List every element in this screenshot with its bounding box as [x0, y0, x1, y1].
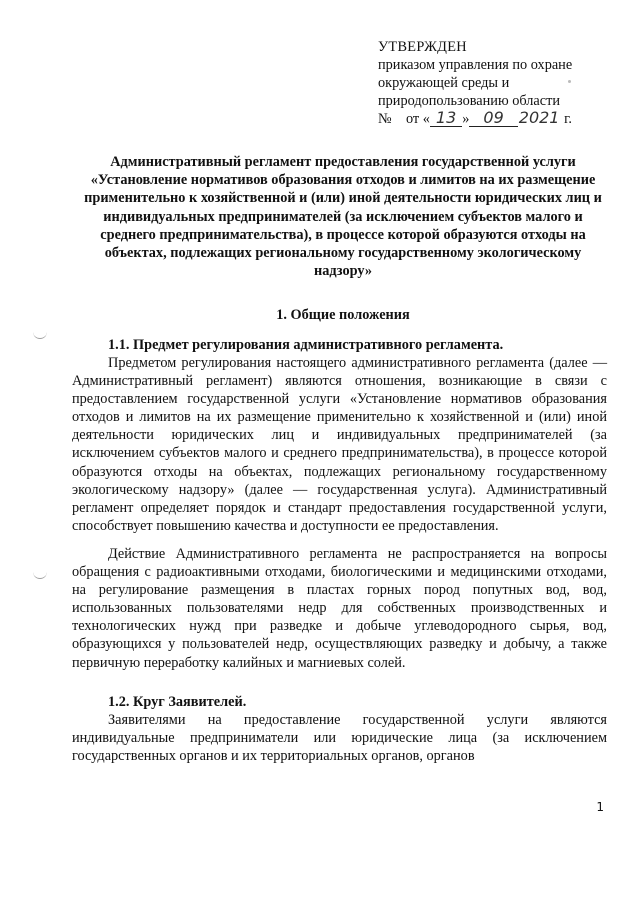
approval-month-handwritten: 09	[469, 110, 517, 127]
approval-title: УТВЕРЖДЕН	[378, 39, 467, 55]
approval-number-sign: №	[378, 111, 392, 127]
approval-line-3: природопользованию области	[378, 93, 560, 109]
section-1-heading: 1. Общие положения	[276, 307, 410, 323]
subsection-1-1-heading: 1.1. Предмет регулирования административного регламента.	[108, 337, 504, 353]
paragraph-applicants: Заявителями на предоставление государственной услуги являются индивидуальные предприниматели или юридические лица (за исключением государственных органов и их территориальных органов, органов	[72, 712, 607, 765]
paragraph-subject-of-regulation: Предметом регулирования настоящего административного регламента (далее — Административный регламент) являются отношения, возникающие в связи с предоставлением государственной услуги «Установление нормативов образования отходов и лимитов на их размещение применительно к хозяйственной и (или) иной деятельности юридических лиц и индивидуальных предпринимателей (за исключением субъектов малого и среднего предпринимательства), в процессе которой образуются отходы на объектах, подлежащих региональному государственному экологическому надзору» (далее — государственная услуга). Административный регламент определяет порядок и стандарт предоставления государственной услуги, способствует повышению качества и доступности ее предоставления.	[72, 355, 607, 534]
page-number: 1	[596, 800, 604, 814]
subsection-1-2-heading: 1.2. Круг Заявителей.	[108, 694, 247, 710]
approval-month-separator: »	[462, 111, 470, 127]
approval-year: 2021	[518, 108, 560, 127]
approval-from-label: от «	[405, 111, 430, 127]
approval-number-date-line	[378, 110, 618, 128]
approval-block	[378, 38, 618, 128]
scan-dot-mark	[568, 80, 571, 83]
paragraph-scope-exclusions: Действие Административного регламента не распространяется на вопросы обращения с радиоактивными отходами, биологическими и медицинскими отходами, на регулирование размещения в пластах горных пород попутных вод, вод, использованных пользователями недр для собственных производственных и технологических нужд при разведке и добыче углеводородного сырья, вод, образующихся у пользователей недр, осуществляющих разведку и добычу, а также первичную переработку калийных и магниевых солей.	[72, 546, 607, 671]
margin-punch-mark	[33, 330, 47, 339]
approval-year-suffix: г.	[564, 111, 572, 127]
document-title: Административный регламент предоставления государственной услуги «Установление нормативов образования отходов и лимитов на их размещение применительно к хозяйственной и (или) иной деятельности юридических лиц и индивидуальных предпринимателей (за исключением субъектов малого и среднего предпринимательства), в процессе которой образуются отходы на объектах, подлежащих региональному государственному экологическому надзору»	[84, 154, 602, 280]
approval-line-2: окружающей среды и	[378, 75, 510, 91]
approval-line-1: приказом управления по охране	[378, 57, 573, 73]
margin-punch-mark	[33, 570, 47, 579]
approval-day-handwritten: 13	[430, 110, 462, 127]
